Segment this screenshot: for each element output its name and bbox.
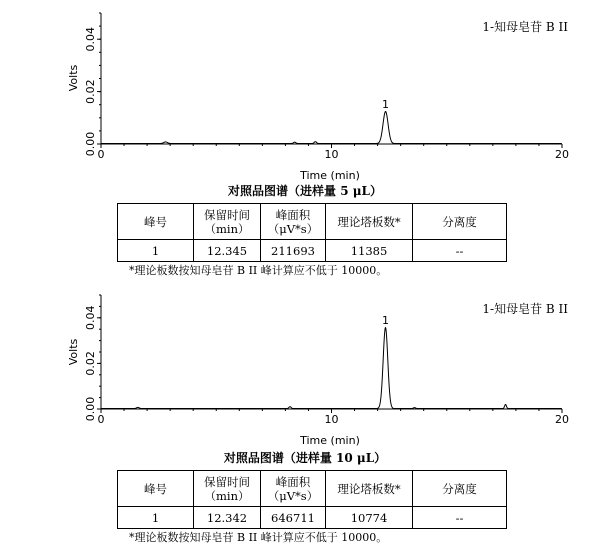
peak-label-1: 1 [382,98,390,112]
chromatogram-trace-1 [101,112,562,144]
header-resolution: 分离度 [413,471,507,507]
y-tick-label: 0.00 [84,396,97,422]
cell-retention-time: 12.342 [194,507,261,529]
table-header-row [118,204,507,240]
table-row [118,240,507,262]
table-header-row [118,471,507,507]
x-tick-label: 0 [97,148,105,161]
table-note-2: *理论板数按知母皂苷 B II 峰计算应不低于 10000。 [129,531,388,544]
compound-label: 1-知母皂苷 B II [482,20,568,34]
chromatogram-chart-2 [0,274,610,459]
header-peak-area: 峰面积 （μV*s） [261,471,326,507]
header-retention-time: 保留时间 （min） [194,471,261,507]
x-axis-label: Time (min) [300,434,360,447]
y-tick-label: 0.02 [84,79,97,104]
y-tick-label: 0.02 [84,351,97,376]
y-axis-label: Volts [67,64,80,92]
x-tick-label: 0 [97,413,105,426]
y-tick-label: 0.04 [84,26,97,52]
table-row [118,507,507,529]
y-axis-label: Volts [67,338,80,366]
header-retention-time: 保留时间 （min） [194,204,261,240]
results-table-1 [117,203,507,262]
chromatogram-chart-1 [0,0,610,185]
chromatogram-panel-2 [0,274,610,548]
table-note-1: *理论板数按知母皂苷 B II 峰计算应不低于 10000。 [129,264,388,277]
cell-resolution: -- [413,240,507,262]
x-tick-label: 20 [555,413,569,426]
compound-label: 1-知母皂苷 B II [482,302,568,316]
header-peak-no: 峰号 [118,204,194,240]
chart-caption-2: 对照品图谱（进样量 10 μL） [223,451,387,465]
chart-caption-1: 对照品图谱（进样量 5 μL） [228,184,382,198]
cell-peak-area: 646711 [261,507,326,529]
cell-theoretical-plates: 11385 [326,240,413,262]
y-tick-label: 0.04 [84,305,97,331]
header-resolution: 分离度 [413,204,507,240]
cell-peak-no: 1 [118,240,194,262]
peak-label-1: 1 [381,314,389,328]
results-table-2 [117,470,507,529]
x-tick-label: 20 [555,148,569,161]
chromatogram-trace-2 [101,328,562,409]
y-tick-label: 0.00 [84,131,97,157]
header-peak-no: 峰号 [118,471,194,507]
cell-resolution: -- [413,507,507,529]
cell-theoretical-plates: 10774 [326,507,413,529]
cell-peak-area: 211693 [261,240,326,262]
x-tick-label: 10 [324,413,339,426]
x-tick-label: 10 [324,148,339,161]
cell-retention-time: 12.345 [194,240,261,262]
header-theoretical-plates: 理论塔板数* [326,471,413,507]
header-theoretical-plates: 理论塔板数* [326,204,413,240]
x-axis-label: Time (min) [300,169,360,182]
header-peak-area: 峰面积 （μV*s） [261,204,326,240]
cell-peak-no: 1 [118,507,194,529]
